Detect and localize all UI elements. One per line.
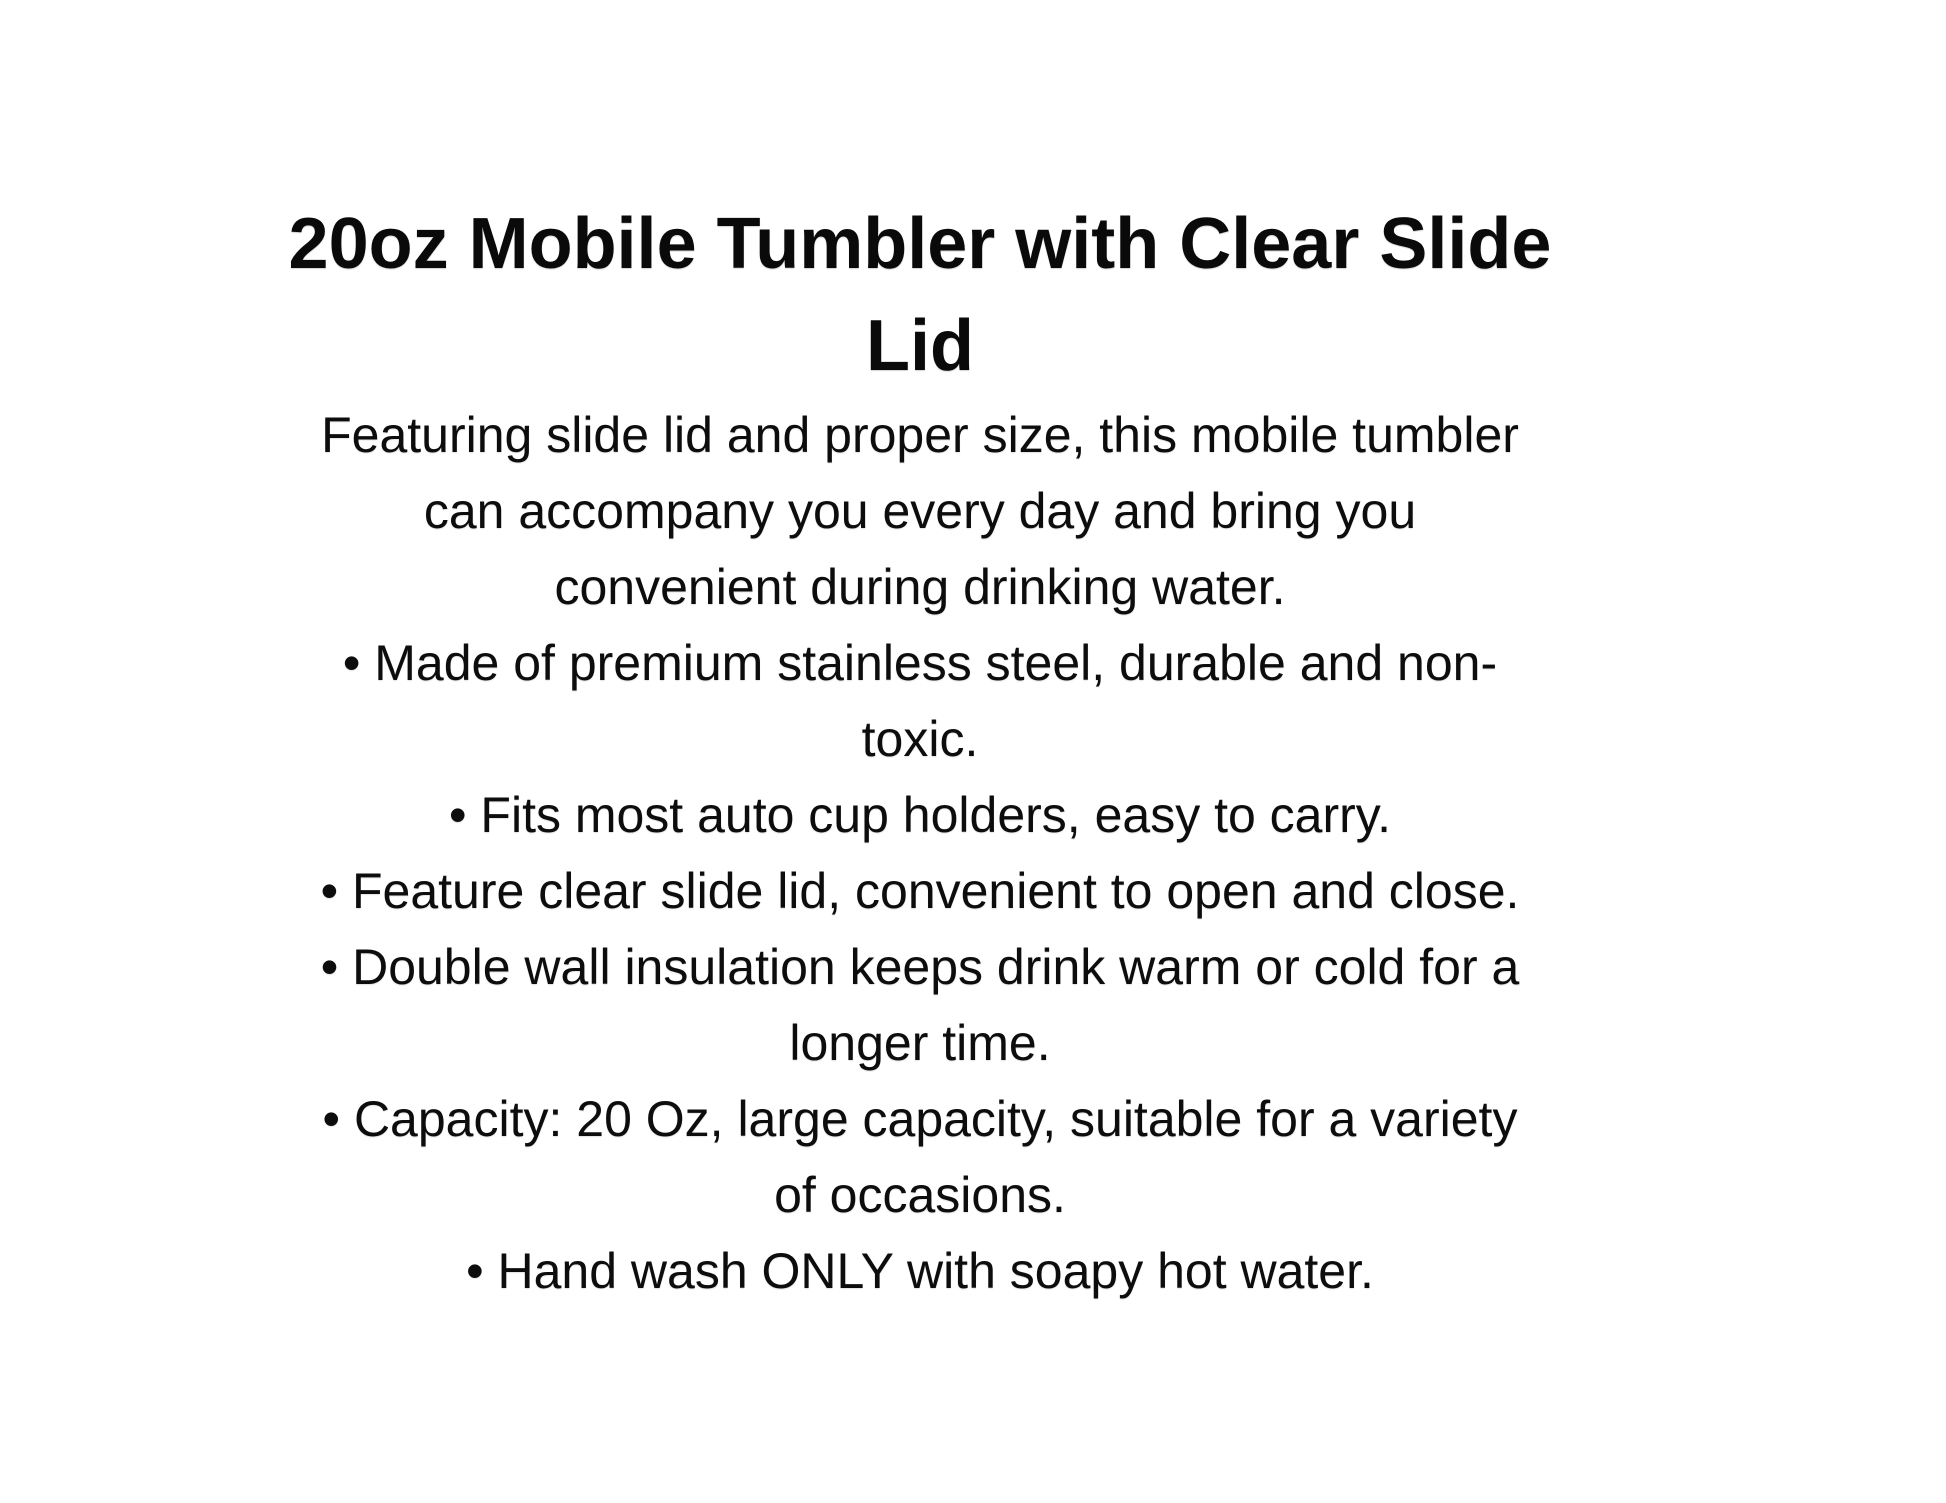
description-line-6: • Fits most auto cup holders, easy to carry. xyxy=(449,787,1391,843)
description-line-9: longer time. xyxy=(789,1015,1051,1071)
description-line-3: convenient during drinking water. xyxy=(554,559,1286,615)
description-text-block xyxy=(164,0,1676,1309)
description-line-5: toxic. xyxy=(861,711,979,767)
product-title-line-2: Lid xyxy=(866,306,974,386)
description-line-1: Featuring slide lid and proper size, this mobile tumbler xyxy=(321,407,1519,463)
description-line-4: • Made of premium stainless steel, durable and non- xyxy=(342,635,1498,691)
product-title-line-1: 20oz Mobile Tumbler with Clear Slide xyxy=(288,204,1552,284)
description-line-11: of occasions. xyxy=(774,1167,1066,1223)
description-line-12: • Hand wash ONLY with soapy hot water. xyxy=(466,1243,1374,1299)
product-title xyxy=(164,193,1676,397)
product-feature-list xyxy=(164,397,1676,1309)
description-line-10: • Capacity: 20 Oz, large capacity, suitable for a variety xyxy=(322,1091,1518,1147)
description-line-7: • Feature clear slide lid, convenient to open and close. xyxy=(320,863,1520,919)
description-line-2: can accompany you every day and bring you xyxy=(423,483,1417,539)
description-line-8: • Double wall insulation keeps drink warm or cold for a xyxy=(320,939,1520,995)
